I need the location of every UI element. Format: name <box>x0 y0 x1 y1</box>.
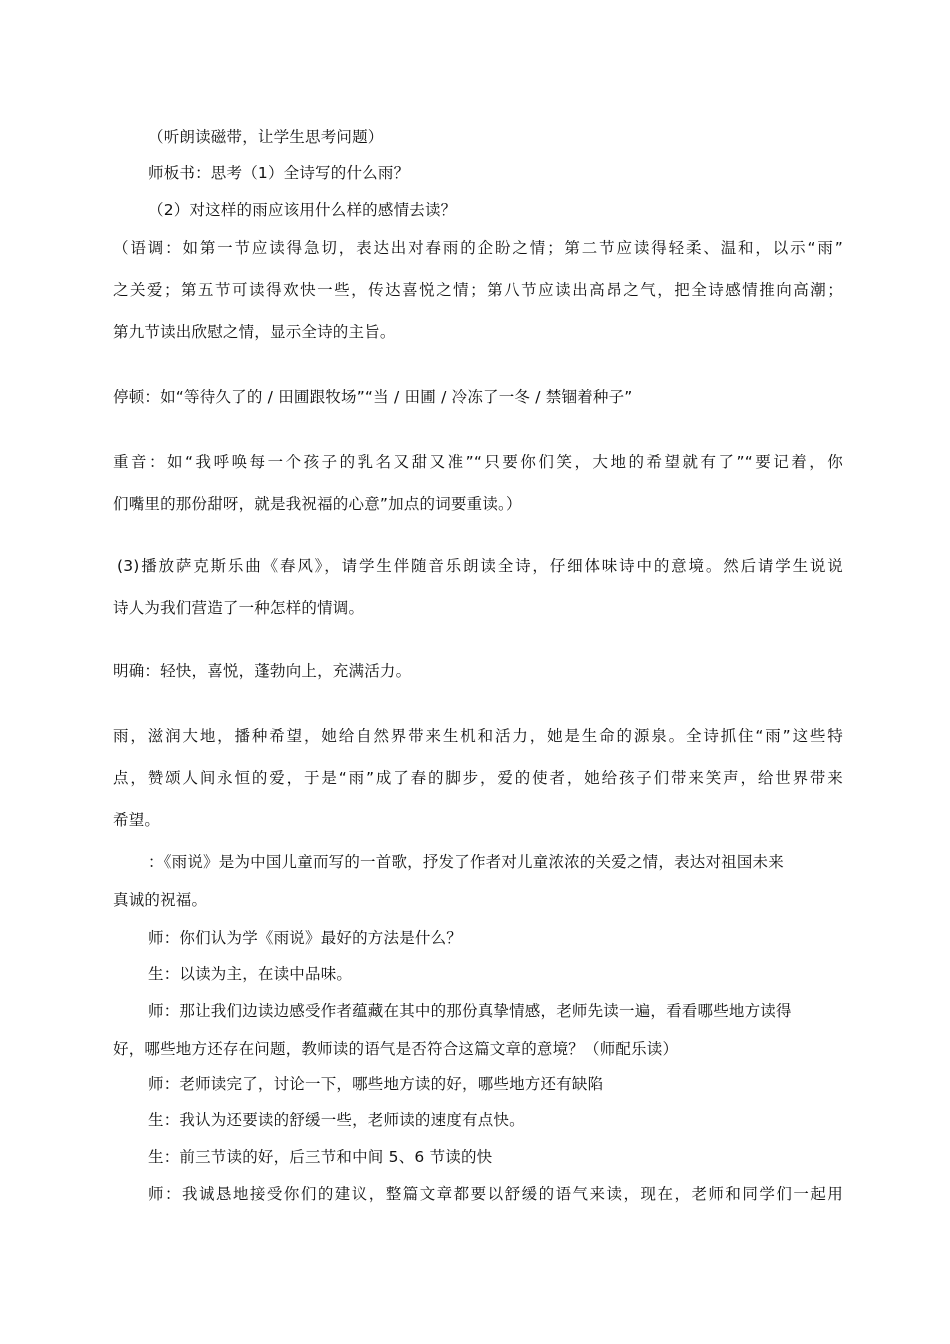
text-line: 雨，滋润大地，播种希望，她给自然界带来生机和活力，她是生命的源泉。全诗抓住“雨”这些特 <box>113 727 843 745</box>
text-line: 师：你们认为学《雨说》最好的方法是什么？ <box>148 929 463 947</box>
text-line: （听朗读磁带，让学生思考问题） <box>148 128 384 146</box>
text-line: （2）对这样的雨应该用什么样的感情去读？ <box>148 201 457 219</box>
text-line: 师：我诚恳地接受你们的建议，整篇文章都要以舒缓的语气来读，现在，老师和同学们一起用 <box>148 1185 843 1203</box>
text-line: ：《雨说》是为中国儿童而写的一首歌，抒发了作者对儿童浓浓的关爱之情，表达对祖国未来 <box>148 853 784 871</box>
text-line: (3)播放萨克斯乐曲《春风》，请学生伴随音乐朗读全诗，仔细体味诗中的意境。然后请学生说说 <box>117 557 843 575</box>
text-line: 们嘴里的那份甜呀，就是我祝福的心意”加点的词要重读。） <box>113 495 522 513</box>
text-line: 师板书：思考（1）全诗写的什么雨？ <box>148 164 410 182</box>
text-line: 诗人为我们营造了一种怎样的情调。 <box>113 599 365 617</box>
text-line: 生：我认为还要读的舒缓一些，老师读的速度有点快。 <box>148 1111 525 1129</box>
text-line: 师：那让我们边读边感受作者蕴藏在其中的那份真挚情感，老师先读一遍，看看哪些地方读得 <box>148 1002 792 1020</box>
text-line: 之关爱；第五节可读得欢快一些，传达喜悦之情；第八节应读出高昂之气，把全诗感情推向高潮； <box>113 281 843 299</box>
text-line: 点，赞颂人间永恒的爱，于是“雨”成了春的脚步，爱的使者，她给孩子们带来笑声，给世界带来 <box>113 769 843 787</box>
text-line: 重音：如“我呼唤每一个孩子的乳名又甜又准”“只要你们笑，大地的希望就有了”“要记着，你 <box>113 453 843 471</box>
text-line: 生：以读为主，在读中品味。 <box>148 965 353 983</box>
text-line: 明确：轻快，喜悦，蓬勃向上，充满活力。 <box>113 662 412 680</box>
text-line: 停顿：如“等待久了的 / 田圃跟牧场”“当 / 田圃 / 冷冻了一冬 / 禁锢着种子” <box>113 388 633 406</box>
text-line: 师：老师读完了，讨论一下，哪些地方读的好，哪些地方还有缺陷 <box>148 1075 604 1093</box>
text-line: 生：前三节读的好，后三节和中间 5、6 节读的快 <box>148 1148 493 1166</box>
text-line: 希望。 <box>113 811 161 829</box>
text-line: 真诚的祝福。 <box>113 891 208 909</box>
text-line: 好，哪些地方还存在问题，教师读的语气是否符合这篇文章的意境？（师配乐读） <box>113 1040 679 1058</box>
text-line: 第九节读出欣慰之情，显示全诗的主旨。 <box>113 323 396 341</box>
text-line: （语调：如第一节应读得急切，表达出对春雨的企盼之情；第二节应读得轻柔、温和，以示“雨” <box>113 239 843 257</box>
